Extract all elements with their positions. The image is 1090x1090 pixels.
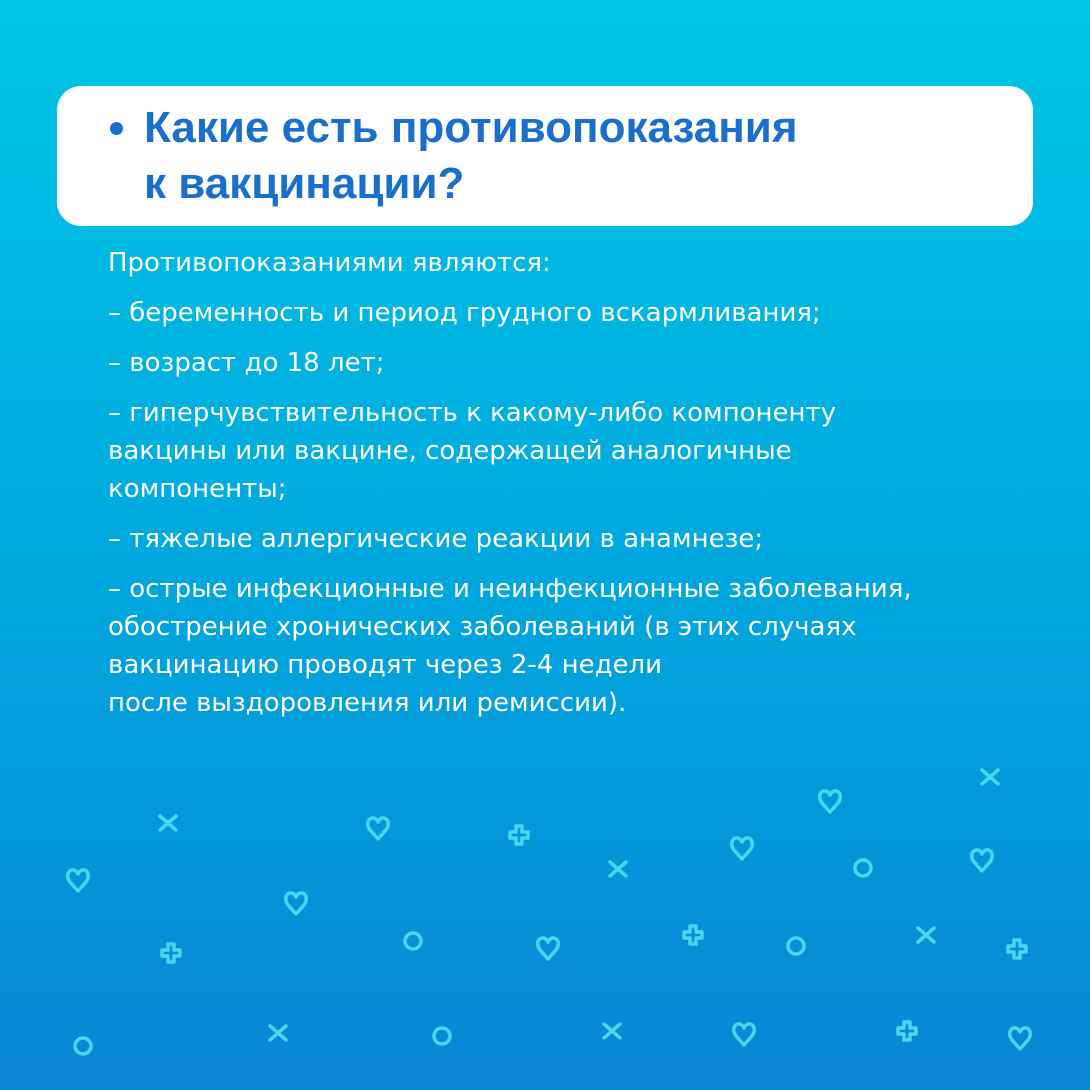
plus-icon <box>510 826 528 844</box>
cross-icon <box>610 862 626 876</box>
list-item-pregnancy: – беременность и период грудного вскармливания; <box>108 298 821 328</box>
heart-icon <box>734 1024 755 1045</box>
list-item-acute-diseases <box>108 570 1008 722</box>
list-item-line: обострение хронических заболеваний (в этих случаях <box>108 612 857 642</box>
list-item-age: – возраст до 18 лет; <box>108 348 385 378</box>
circle-icon <box>405 933 421 949</box>
title-line-1: Какие есть противопоказания <box>144 103 798 152</box>
cross-icon <box>270 1026 286 1040</box>
cross-icon <box>604 1024 620 1038</box>
list-item-line: – острые инфекционные и неинфекционные заболевания, <box>108 574 912 604</box>
list-item-line: вакцины или вакцине, содержащей аналогичные <box>108 436 792 466</box>
circle-icon <box>788 938 804 954</box>
list-item-line: компоненты; <box>108 474 287 504</box>
plus-icon <box>162 944 180 962</box>
cross-icon <box>918 928 934 942</box>
heart-icon <box>1010 1028 1031 1049</box>
list-item-line: вакцинацию проводят через 2-4 недели <box>108 650 663 680</box>
list-item-allergy: – тяжелые аллергические реакции в анамнезе; <box>108 524 764 554</box>
bullet-icon <box>110 122 123 135</box>
list-item-hypersensitivity <box>108 394 1008 508</box>
heart-icon <box>368 818 389 839</box>
page-title <box>144 100 1004 212</box>
heart-icon <box>972 850 993 871</box>
list-item-line: после выздоровления или ремиссии). <box>108 688 627 718</box>
heart-icon <box>538 938 559 959</box>
circle-icon <box>75 1038 91 1054</box>
cross-icon <box>160 816 176 830</box>
plus-icon <box>1008 940 1026 958</box>
contraindications-list <box>108 244 1008 734</box>
list-item-line: – гиперчувствительность к какому-либо компоненту <box>108 398 837 428</box>
heart-icon <box>732 838 753 859</box>
heart-icon <box>286 893 307 914</box>
intro-text: Противопоказаниями являются: <box>108 248 551 278</box>
heart-icon <box>68 870 89 891</box>
cross-icon <box>982 770 998 784</box>
plus-icon <box>898 1022 916 1040</box>
circle-icon <box>434 1028 450 1044</box>
title-line-2: к вакцинации? <box>144 159 465 208</box>
circle-icon <box>855 860 871 876</box>
heart-icon <box>820 791 841 812</box>
plus-icon <box>684 926 702 944</box>
